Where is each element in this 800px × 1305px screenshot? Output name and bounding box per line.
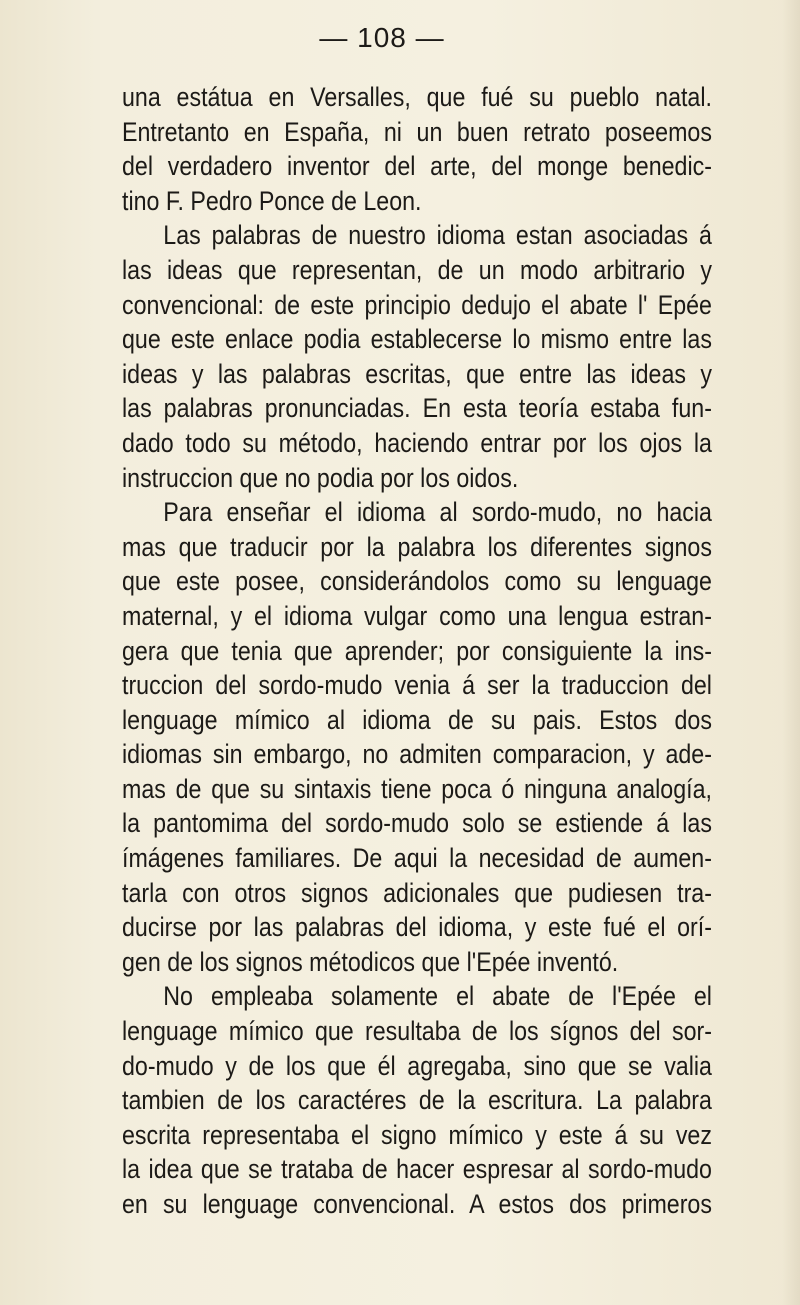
text-line: Las palabras de nuestro idioma estan asociadas á bbox=[163, 220, 712, 251]
text-line: dado todo su método, haciendo entrar por los ojos la bbox=[122, 427, 712, 458]
text-line: la pantomima del sordo-mudo solo se estiende á las bbox=[122, 808, 712, 839]
text-line: instruccion que no podia por los oidos. bbox=[122, 462, 519, 493]
text-line: Entretanto en España, ni un buen retrato poseemos bbox=[122, 116, 712, 147]
text-line: las palabras pronunciadas. En esta teoría estaba fun- bbox=[122, 393, 712, 424]
text-line: ideas y las palabras escritas, que entre las ideas y bbox=[122, 358, 712, 389]
text-line: escrita representaba el signo mímico y este á su vez bbox=[122, 1119, 712, 1150]
text-line: lenguage mímico que resultaba de los sígnos del sor- bbox=[122, 1016, 712, 1047]
text-line: en su lenguage convencional. A estos dos primeros bbox=[122, 1189, 712, 1219]
text-line: una estátua en Versalles, que fué su pueblo natal. bbox=[122, 82, 712, 112]
text-line: ducirse por las palabras del idioma, y este fué el orí- bbox=[122, 912, 712, 943]
text-line: truccion del sordo-mudo venia á ser la traduccion del bbox=[122, 670, 712, 701]
text-line: maternal, y el idioma vulgar como una lengua estran- bbox=[122, 600, 712, 631]
text-line: gen de los signos métodicos que l'Epée inventó. bbox=[122, 946, 619, 977]
text-line: las ideas que representan, de un modo arbitrario y bbox=[122, 254, 712, 285]
text-line: gera que tenia que aprender; por consiguiente la ins- bbox=[122, 635, 712, 666]
text-line: tarla con otros signos adicionales que pudiesen tra- bbox=[122, 877, 712, 908]
text-line: Para enseñar el idioma al sordo-mudo, no hacia bbox=[163, 497, 712, 528]
text-line: del verdadero inventor del arte, del monge benedic- bbox=[122, 151, 712, 182]
text-line: mas de que su sintaxis tiene poca ó ninguna analogía, bbox=[122, 773, 712, 804]
body-text bbox=[122, 80, 712, 1222]
text-line: No empleaba solamente el abate de l'Epée el bbox=[163, 981, 712, 1012]
text-line: convencional: de este principio dedujo el abate l' Epée bbox=[122, 289, 712, 320]
text-line: do-mudo y de los que él agregaba, sino que se valia bbox=[122, 1050, 712, 1081]
text-line: tambien de los caractéres de la escritura. La palabra bbox=[122, 1085, 712, 1116]
text-line: que este posee, considerándolos como su lenguage bbox=[122, 566, 712, 597]
text-line: idiomas sin embargo, no admiten comparacion, y ade- bbox=[122, 739, 712, 770]
text-line: ímágenes familiares. De aqui la necesidad de aumen- bbox=[122, 843, 712, 874]
text-line: tino F. Pedro Ponce de Leon. bbox=[122, 185, 422, 216]
text-line: lenguage mímico al idioma de su pais. Estos dos bbox=[122, 704, 712, 735]
page-number: — 108 — bbox=[319, 22, 445, 53]
page-edge-shadow bbox=[782, 0, 800, 1305]
text-line: la idea que se trataba de hacer espresar al sordo-mudo bbox=[122, 1154, 712, 1185]
text-line: mas que traducir por la palabra los diferentes signos bbox=[122, 531, 712, 562]
text-line: que este enlace podia establecerse lo mismo entre las bbox=[122, 324, 712, 355]
